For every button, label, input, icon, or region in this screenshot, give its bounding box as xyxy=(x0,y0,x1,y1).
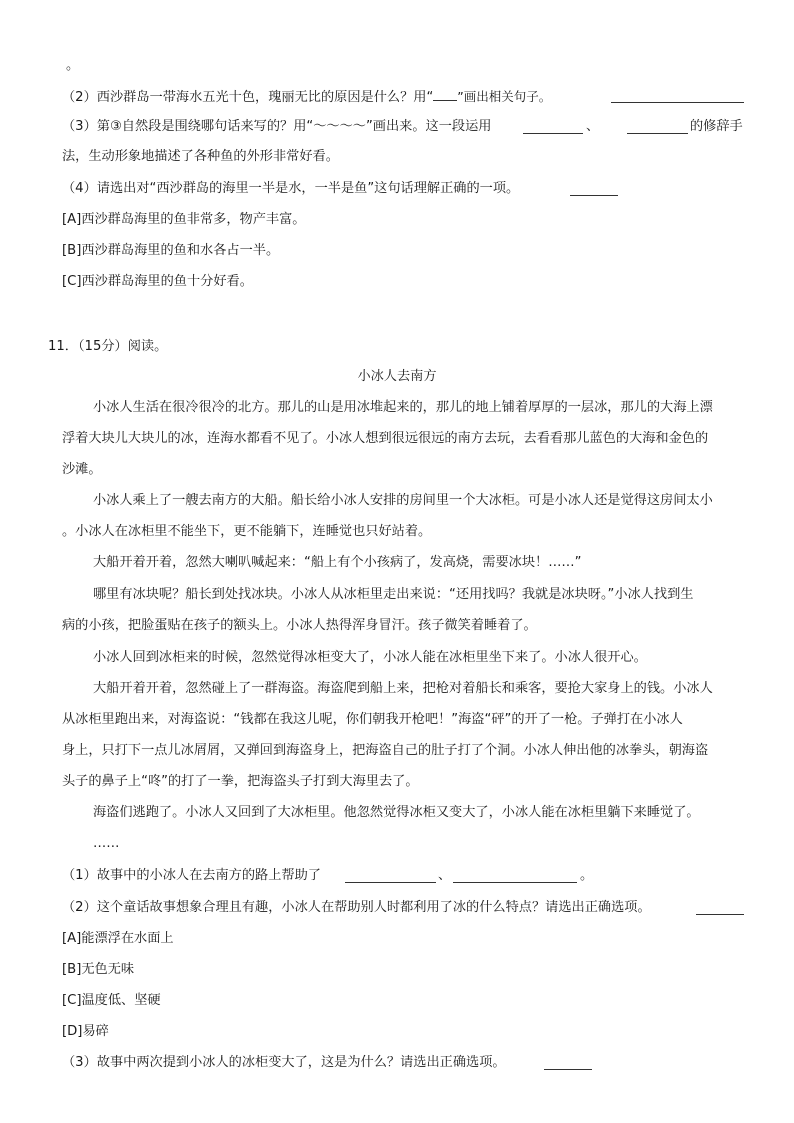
passage-line: 浮着大块儿大块儿的冰，连海水都看不见了。小冰人想到很远很远的南方去玩，去看看那儿蓝色的大海和金色的 xyxy=(62,431,709,446)
q10-part2-answer-blank[interactable] xyxy=(611,101,744,103)
q10-part3-cont: 法，生动形象地描述了各种鱼的外形非常好看。 xyxy=(62,149,339,164)
q11-part1-sep: 、 xyxy=(438,868,452,883)
passage-line: 小冰人乘上了一艘去南方的大船。船长给小冰人安排的房间里一个大冰柜。可是小冰人还是觉得这房间太小 xyxy=(93,493,713,508)
q11-option-d: [D]易碎 xyxy=(62,1024,109,1039)
q11-header: 11．（15分）阅读。 xyxy=(48,339,168,354)
passage-line: 小冰人回到冰柜来的时候，忽然觉得冰柜变大了，小冰人能在冰柜里坐下来了。小冰人很开心。 xyxy=(93,650,647,665)
q11-part2-answer-blank[interactable] xyxy=(696,913,744,915)
underline-sample xyxy=(433,86,457,101)
passage-ellipsis: …… xyxy=(93,836,120,851)
q11-part3: （3）故事中两次提到小冰人的冰柜变大了，这是为什么？请选出正确选项。 xyxy=(62,1055,506,1070)
q10-part2-mid: ”画出相关句子。 xyxy=(457,89,552,104)
passage-line: 。小冰人在冰柜里不能坐下，更不能躺下，连睡觉也只好站着。 xyxy=(62,524,432,539)
passage-line: 海盗们逃跑了。小冰人又回到了大冰柜里。他忽然觉得冰柜又变大了，小冰人能在冰柜里躺下来睡觉了。 xyxy=(93,805,700,820)
q11-part1-end: 。 xyxy=(580,868,594,883)
q10-part3-blank-2[interactable] xyxy=(627,132,688,134)
q11-part3-answer-blank[interactable] xyxy=(544,1068,592,1070)
top-fragment: 。 xyxy=(66,58,80,73)
q10-option-a: [A]西沙群岛海里的鱼非常多，物产丰富。 xyxy=(62,212,306,227)
q11-option-c: [C]温度低、坚硬 xyxy=(62,993,161,1008)
q10-part3-blank-1[interactable] xyxy=(523,132,583,134)
passage-line: 小冰人生活在很冷很冷的北方。那儿的山是用冰堆起来的，那儿的地上铺着厚厚的一层冰，那儿的大海上漂 xyxy=(93,400,713,415)
passage-line: 大船开着开着，忽然碰上了一群海盗。海盗爬到船上来，把枪对着船长和乘客，要抢大家身上的钱。小冰人 xyxy=(93,681,713,696)
q10-part2 xyxy=(62,86,551,106)
q10-option-c: [C]西沙群岛海里的鱼十分好看。 xyxy=(62,274,253,289)
q10-part4: （4）请选出对“西沙群岛的海里一半是水，一半是鱼”这句话理解正确的一项。 xyxy=(62,181,520,196)
q11-part1-blank-1[interactable] xyxy=(345,881,436,883)
q11-option-b: [B]无色无味 xyxy=(62,962,135,977)
q10-part2-text: （2）西沙群岛一带海水五光十色，瑰丽无比的原因是什么？用“ xyxy=(62,90,434,105)
passage-line: 沙滩。 xyxy=(62,462,102,477)
passage-line: 身上，只打下一点儿冰屑屑，又弹回到海盗身上，把海盗自己的肚子打了个洞。小冰人伸出他的冰拳头，朝海盗 xyxy=(62,743,709,758)
q10-part3-sep: 、 xyxy=(586,119,600,134)
q10-part4-answer-blank[interactable] xyxy=(570,194,618,196)
q10-option-b: [B]西沙群岛海里的鱼和水各占一半。 xyxy=(62,243,280,258)
passage-line: 头子的鼻子上“咚”的打了一拳，把海盗头子打到大海里去了。 xyxy=(62,774,419,789)
q10-part3-text: （3）第③自然段是围绕哪句话来写的？用“～～～～”画出来。这一段运用 xyxy=(62,119,492,134)
passage-title: 小冰人去南方 xyxy=(357,369,437,384)
passage-line: 哪里有冰块呢？船长到处找冰块。小冰人从冰柜里走出来说：“还用找吗？我就是冰块呀。”小冰人找到生 xyxy=(93,587,694,602)
q11-part1-blank-2[interactable] xyxy=(453,881,577,883)
q10-part3-suffix: 的修辞手 xyxy=(690,119,743,134)
passage-line: 从冰柜里跑出来，对海盗说：“钱都在我这儿呢，你们朝我开枪吧！”海盗“砰”的开了一枪。子弹打在小冰人 xyxy=(62,712,683,727)
q11-option-a: [A]能漂浮在水面上 xyxy=(62,931,174,946)
q11-part1: （1）故事中的小冰人在去南方的路上帮助了 xyxy=(62,868,321,883)
q10-part3 xyxy=(62,117,492,137)
passage-line: 大船开着开着，忽然大喇叭喊起来：“船上有个小孩病了，发高烧，需要冰块！……” xyxy=(93,555,582,570)
q11-part2: （2）这个童话故事想象合理且有趣，小冰人在帮助别人时都利用了冰的什么特点？请选出正确选项。 xyxy=(62,900,651,915)
passage-line: 病的小孩，把脸蛋贴在孩子的额头上。小冰人热得浑身冒汗。孩子微笑着睡着了。 xyxy=(62,618,537,633)
